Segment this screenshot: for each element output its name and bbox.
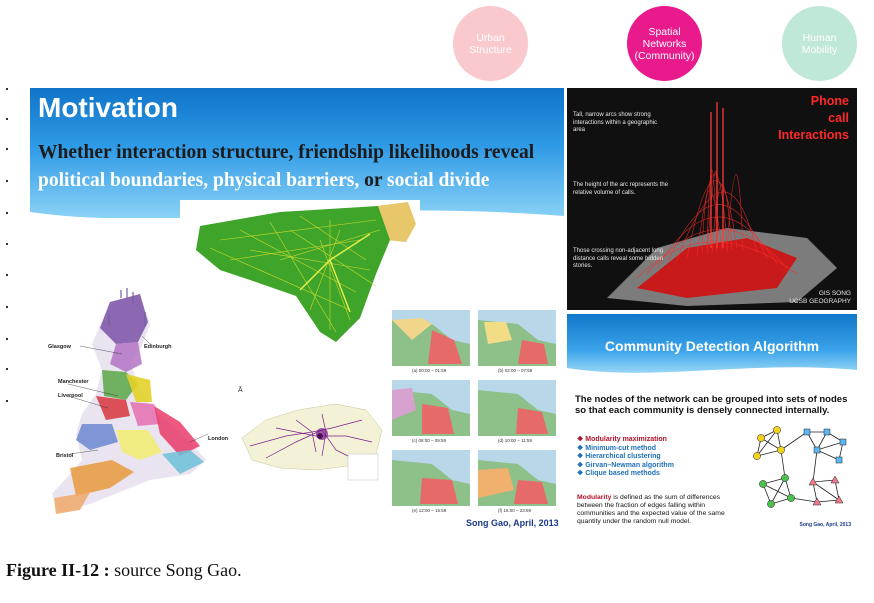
phone-credit: GIS SONG UCSB GEOGRAPHY xyxy=(789,290,851,305)
method-item: ❖ Girvan–Newman algorithm xyxy=(577,461,674,469)
motivation-question-cont xyxy=(38,170,489,192)
motivation-title: Motivation xyxy=(38,92,178,123)
time-slice-map-f xyxy=(478,450,556,506)
figure-caption xyxy=(6,560,242,581)
city-label-manchester: Manchester xyxy=(58,379,89,385)
category-urban-structure xyxy=(453,6,528,81)
time-slice-map-d xyxy=(478,380,556,436)
city-label-london: London xyxy=(208,436,229,442)
phone-note-height: The height of the arc represents the relative volume of calls. xyxy=(573,182,669,196)
phone-note-arcs: Tall, narrow arcs show strong interactions within a geographic area xyxy=(573,112,658,133)
figure-caption-label: Figure II-12 : xyxy=(6,560,110,580)
category-label: Urban Structure xyxy=(469,31,512,56)
category-label: Spatial Networks (Community) xyxy=(634,25,695,62)
method-label: Modularity maximization xyxy=(585,436,667,443)
modularity-term: Modularity xyxy=(577,494,612,501)
svg-text:Ā: Ā xyxy=(238,387,243,394)
method-item: ❖ Clique based methods xyxy=(577,470,660,478)
margin-marks xyxy=(6,88,10,418)
phone-title: Phone call Interactions xyxy=(778,94,849,142)
uk-communities-map xyxy=(30,284,230,532)
motivation-divide: social divide xyxy=(387,170,490,191)
motivation-boundaries: political boundaries, physical barriers, xyxy=(38,170,360,191)
time-slice-label-e: (e) 12:00 – 15:59 xyxy=(412,508,447,513)
phone-call-slide xyxy=(567,88,857,310)
time-slice-label-d: (d) 10:00 – 11:59 xyxy=(498,438,532,443)
method-label: Hierarchical clustering xyxy=(585,453,661,461)
time-slice-label-b: (b) 02:00 – 07:59 xyxy=(498,368,533,373)
time-slice-map-a xyxy=(392,310,470,366)
method-label: Girvan–Newman algorithm xyxy=(585,461,674,469)
method-label: Minimum-cut method xyxy=(585,444,657,452)
time-slice-map-c xyxy=(392,380,470,436)
motivation-question: Whether interaction structure, friendship likelihoods reveal xyxy=(38,142,535,163)
method-item: ❖ Modularity maximization xyxy=(577,436,667,443)
method-item: ❖ Minimum-cut method xyxy=(577,444,657,452)
time-slice-maps xyxy=(390,310,562,520)
mobility-network-map xyxy=(236,380,386,492)
method-label: Clique based methods xyxy=(585,470,660,478)
category-spatial-networks xyxy=(627,6,702,81)
phone-note-long-distance: Those crossing non-adjacent long distance calls reveal some hidden stories. xyxy=(573,248,664,269)
modularity-text: is defined as the sum of differences between the fraction of edges falling within communities and the expected value of the same quantity under the random null model. xyxy=(577,494,725,525)
community-methods xyxy=(577,436,674,479)
category-label: Human Mobility xyxy=(801,31,838,56)
city-label-edinburgh: Edinburgh xyxy=(144,344,172,350)
time-slice-map-b xyxy=(478,310,556,366)
modularity-definition xyxy=(577,494,745,526)
community-slide xyxy=(567,314,857,536)
category-human-mobility xyxy=(782,6,857,81)
community-graph xyxy=(747,426,853,516)
credit-left: Song Gao, April, 2013 xyxy=(466,518,559,528)
community-credit: Song Gao, April, 2013 xyxy=(799,522,851,528)
city-label-liverpool: Liverpool xyxy=(58,393,83,399)
time-slice-label-c: (c) 08:00 – 09:59 xyxy=(412,438,447,443)
method-item: ❖ Hierarchical clustering xyxy=(577,453,661,461)
community-banner-wave xyxy=(567,360,857,384)
city-label-glasgow: Glasgow xyxy=(48,344,71,350)
motivation-slide xyxy=(30,88,564,532)
time-slice-map-e xyxy=(392,450,470,506)
time-slice-label-a: (a) 00:00 – 01:59 xyxy=(412,368,447,373)
time-slice-label-f: (f) 16:00 – 23:59 xyxy=(498,508,532,513)
motivation-or: or xyxy=(364,170,383,191)
community-description: The nodes of the network can be grouped into sets of nodes so that each community is densely connected internally. xyxy=(575,394,848,416)
city-label-bristol: Bristol xyxy=(56,453,74,459)
community-title: Community Detection Algorithm xyxy=(604,338,820,354)
figure-caption-text: source Song Gao. xyxy=(109,560,242,580)
